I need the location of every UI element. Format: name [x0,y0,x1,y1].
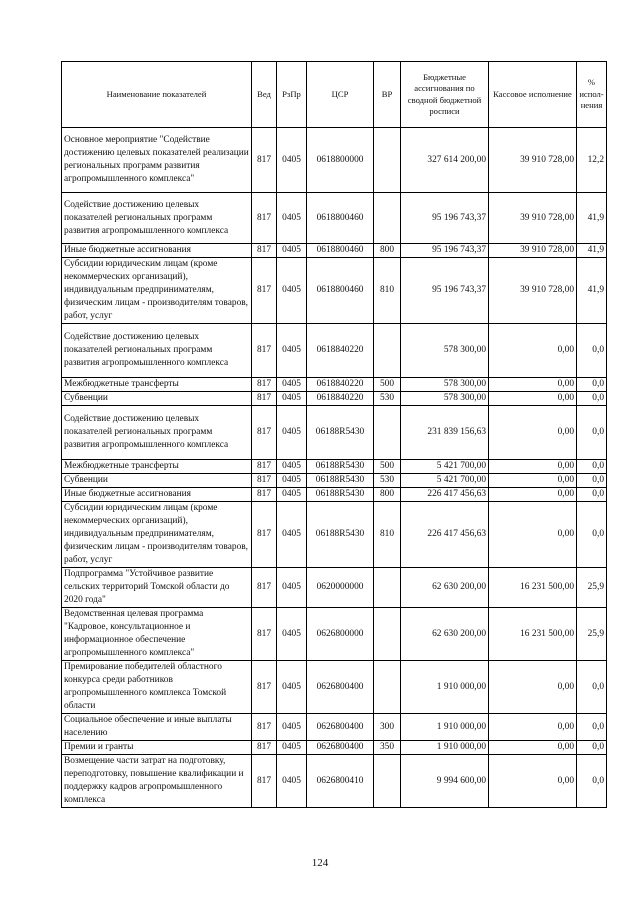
cell-name: Субсидии юридическим лицам (кроме некоммерческих организаций), индивидуальным предпринимателям, физическим лицам - производителям товаров, работ, услуг [62,258,252,324]
cell-percent: 0,0 [577,324,607,378]
cell-cash: 0,00 [489,324,577,378]
cell-vr: 810 [374,502,401,568]
cell-rzpr: 0405 [277,460,307,474]
cell-rzpr: 0405 [277,258,307,324]
cell-name: Содействие достижению целевых показателей региональных программ развития агропромышленного комплекса [62,324,252,378]
cell-vr [374,608,401,661]
cell-rzpr: 0405 [277,568,307,608]
cell-vr [374,324,401,378]
cell-cash: 16 231 500,00 [489,568,577,608]
cell-budget: 1 910 000,00 [401,661,489,714]
cell-csr: 0626800410 [307,755,374,808]
table-row [62,324,607,378]
cell-percent: 0,0 [577,502,607,568]
cell-name: Субсидии юридическим лицам (кроме некоммерческих организаций), индивидуальным предпринимателям, физическим лицам - производителям товаров, работ, услуг [62,502,252,568]
cell-budget: 1 910 000,00 [401,741,489,755]
cell-cash: 0,00 [489,714,577,741]
cell-percent: 12,2 [577,128,607,193]
cell-ved: 817 [252,488,277,502]
cell-budget: 226 417 456,63 [401,488,489,502]
cell-ved: 817 [252,460,277,474]
cell-vr: 500 [374,460,401,474]
cell-percent: 0,0 [577,714,607,741]
cell-ved: 817 [252,258,277,324]
table-row [62,741,607,755]
cell-ved: 817 [252,755,277,808]
cell-percent: 0,0 [577,755,607,808]
cell-percent: 0,0 [577,661,607,714]
cell-rzpr: 0405 [277,502,307,568]
cell-vr [374,406,401,460]
cell-vr [374,661,401,714]
cell-cash: 0,00 [489,755,577,808]
cell-budget: 5 421 700,00 [401,474,489,488]
table-row [62,392,607,406]
cell-ved: 817 [252,714,277,741]
cell-csr: 06188R5430 [307,460,374,474]
cell-rzpr: 0405 [277,392,307,406]
cell-cash: 0,00 [489,406,577,460]
cell-cash: 0,00 [489,502,577,568]
table-row [62,488,607,502]
cell-ved: 817 [252,502,277,568]
cell-csr: 0618840220 [307,324,374,378]
table-row [62,244,607,258]
cell-vr: 300 [374,714,401,741]
cell-ved: 817 [252,378,277,392]
cell-percent: 0,0 [577,474,607,488]
header-csr: ЦСР [307,62,374,128]
cell-budget: 95 196 743,37 [401,244,489,258]
cell-csr: 0620000000 [307,568,374,608]
cell-budget: 578 300,00 [401,324,489,378]
cell-cash: 16 231 500,00 [489,608,577,661]
cell-budget: 231 839 156,63 [401,406,489,460]
cell-name: Основное мероприятие "Содействие достижению целевых показателей реализации региональных программ развития агропромышленного комплекса" [62,128,252,193]
cell-csr: 0618800460 [307,244,374,258]
cell-csr: 0618800460 [307,258,374,324]
cell-ved: 817 [252,244,277,258]
cell-rzpr: 0405 [277,474,307,488]
cell-ved: 817 [252,406,277,460]
cell-name: Субвенции [62,392,252,406]
table-row [62,714,607,741]
cell-vr: 530 [374,474,401,488]
header-budget: Бюджетные ассигнования по сводной бюджетной росписи [401,62,489,128]
cell-csr: 06188R5430 [307,474,374,488]
cell-csr: 0626800400 [307,661,374,714]
header-vr: ВР [374,62,401,128]
cell-ved: 817 [252,193,277,244]
cell-budget: 9 994 600,00 [401,755,489,808]
cell-budget: 327 614 200,00 [401,128,489,193]
cell-vr: 500 [374,378,401,392]
cell-vr: 800 [374,488,401,502]
cell-rzpr: 0405 [277,488,307,502]
cell-ved: 817 [252,661,277,714]
cell-percent: 25,9 [577,568,607,608]
cell-ved: 817 [252,324,277,378]
cell-name: Межбюджетные трансферты [62,460,252,474]
cell-cash: 39 910 728,00 [489,258,577,324]
cell-csr: 06188R5430 [307,488,374,502]
header-rzpr: РзПр [277,62,307,128]
cell-rzpr: 0405 [277,244,307,258]
cell-csr: 0626800000 [307,608,374,661]
cell-ved: 817 [252,392,277,406]
cell-ved: 817 [252,608,277,661]
cell-rzpr: 0405 [277,608,307,661]
table-row [62,193,607,244]
budget-table [61,61,607,808]
cell-name: Подпрограмма "Устойчивое развитие сельских территорий Томской области до 2020 года" [62,568,252,608]
cell-csr: 0618800000 [307,128,374,193]
cell-budget: 95 196 743,37 [401,193,489,244]
cell-csr: 0618840220 [307,378,374,392]
cell-cash: 39 910 728,00 [489,128,577,193]
cell-budget: 62 630 200,00 [401,608,489,661]
cell-budget: 62 630 200,00 [401,568,489,608]
header-ved: Вед [252,62,277,128]
cell-percent: 41,9 [577,193,607,244]
cell-csr: 0618840220 [307,392,374,406]
cell-name: Содействие достижению целевых показателей региональных программ развития агропромышленного комплекса [62,406,252,460]
cell-vr: 350 [374,741,401,755]
cell-percent: 25,9 [577,608,607,661]
cell-name: Межбюджетные трансферты [62,378,252,392]
cell-ved: 817 [252,568,277,608]
table-row [62,474,607,488]
cell-csr: 06188R5430 [307,502,374,568]
cell-budget: 226 417 456,63 [401,502,489,568]
table-row [62,406,607,460]
cell-csr: 0626800400 [307,714,374,741]
cell-vr [374,128,401,193]
header-percent: % испол-нения [577,62,607,128]
cell-ved: 817 [252,741,277,755]
cell-cash: 0,00 [489,474,577,488]
cell-cash: 0,00 [489,661,577,714]
cell-vr [374,193,401,244]
table-row [62,460,607,474]
cell-rzpr: 0405 [277,378,307,392]
cell-budget: 5 421 700,00 [401,460,489,474]
table-body [62,128,607,808]
table-row [62,755,607,808]
table-row [62,661,607,714]
cell-name: Премии и гранты [62,741,252,755]
cell-rzpr: 0405 [277,741,307,755]
cell-cash: 39 910 728,00 [489,244,577,258]
table-header-row [62,62,607,128]
cell-csr: 0626800400 [307,741,374,755]
cell-name: Субвенции [62,474,252,488]
page-number: 124 [311,857,329,869]
cell-name: Премирование победителей областного конкурса среди работников агропромышленного комплекса Томской области [62,661,252,714]
cell-rzpr: 0405 [277,714,307,741]
cell-rzpr: 0405 [277,193,307,244]
cell-cash: 0,00 [489,378,577,392]
cell-percent: 41,9 [577,258,607,324]
table-row [62,378,607,392]
cell-vr [374,755,401,808]
cell-budget: 95 196 743,37 [401,258,489,324]
cell-ved: 817 [252,128,277,193]
cell-rzpr: 0405 [277,406,307,460]
cell-percent: 0,0 [577,392,607,406]
cell-cash: 0,00 [489,460,577,474]
table-row [62,128,607,193]
cell-percent: 0,0 [577,378,607,392]
cell-vr: 530 [374,392,401,406]
cell-name: Социальное обеспечение и иные выплаты населению [62,714,252,741]
cell-vr [374,568,401,608]
cell-cash: 0,00 [489,392,577,406]
table-row [62,608,607,661]
table-row [62,258,607,324]
cell-vr: 800 [374,244,401,258]
cell-name: Содействие достижению целевых показателей региональных программ развития агропромышленного комплекса [62,193,252,244]
cell-csr: 06188R5430 [307,406,374,460]
cell-cash: 0,00 [489,741,577,755]
cell-budget: 1 910 000,00 [401,714,489,741]
cell-percent: 0,0 [577,741,607,755]
cell-budget: 578 300,00 [401,392,489,406]
cell-name: Иные бюджетные ассигнования [62,244,252,258]
table-row [62,502,607,568]
header-cash: Кассовое исполнение [489,62,577,128]
cell-budget: 578 300,00 [401,378,489,392]
header-name: Наименование показателей [62,62,252,128]
cell-ved: 817 [252,474,277,488]
cell-vr: 810 [374,258,401,324]
cell-rzpr: 0405 [277,324,307,378]
cell-rzpr: 0405 [277,755,307,808]
cell-percent: 0,0 [577,406,607,460]
cell-cash: 0,00 [489,488,577,502]
cell-percent: 0,0 [577,460,607,474]
cell-name: Иные бюджетные ассигнования [62,488,252,502]
table-row [62,568,607,608]
cell-name: Возмещение части затрат на подготовку, переподготовку, повышение квалификации и поддержку кадров агропромышленного комплекса [62,755,252,808]
cell-rzpr: 0405 [277,661,307,714]
cell-percent: 0,0 [577,488,607,502]
cell-csr: 0618800460 [307,193,374,244]
cell-name: Ведомственная целевая программа "Кадровое, консультационное и информационное обеспечение агропромышленного комплекса" [62,608,252,661]
cell-rzpr: 0405 [277,128,307,193]
cell-cash: 39 910 728,00 [489,193,577,244]
cell-percent: 41,9 [577,244,607,258]
